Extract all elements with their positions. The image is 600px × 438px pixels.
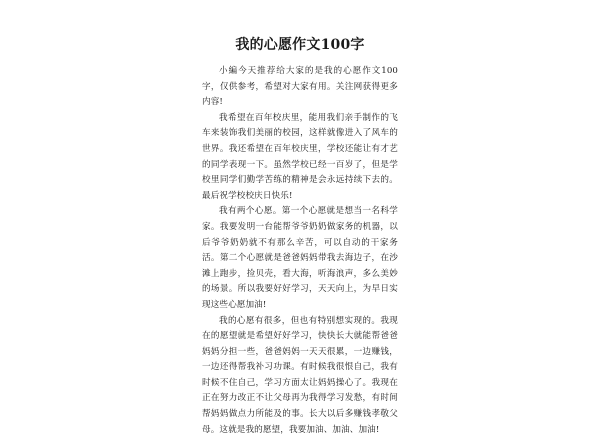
document-title: 我的心愿作文100字 — [202, 34, 398, 54]
paragraph-intro: 小編今天推荐给大家的是我的心愿作文100字，仅供参考，希望对大家有用。关注网获得更多内容! — [202, 64, 398, 111]
document-page — [202, 34, 398, 438]
paragraph-school-anniversary: 我希望在百年校庆里，能用我们亲手制作的飞车来装饰我们美丽的校园，这样就像进入了风车的世界。我还希望在百年校庆里，学校还能让有才艺的同学表现一下。虽然学校已经一百岁了，但是学校里同学们勤学苦练的精神是会永远持续下去的。最后祝学校校庆日快乐! — [202, 111, 398, 205]
paragraph-two-wishes: 我有两个心愿。第一个心愿就是想当一名科学家。我要发明一台能帮爷爷奶奶做家务的机器，以后爷爷奶奶就不有那么辛苦，可以自动的干家务活。第二个心愿就是爸爸妈妈带我去海边子，在沙滩上跑步，捡贝壳，看大海，听海浪声，多么美妙的场景。所以我要好好学习，天天向上，为早日实现这些心愿加油! — [202, 204, 398, 313]
paragraph-study-wish: 我的心愿有很多，但也有特别想实现的。我现在的愿望就是希望好好学习，快快长大就能帮爸爸妈妈分担一些，爸爸妈妈一天天很累，一边赚钱，一边还得帮我补习功课。有时候我很恨自己，我有时候不住自己，学习方面太让妈妈操心了。我现在正在努力改正不让父母再为我得学习发愁，有时间帮妈妈做点力所能及的事。长大以后多赚钱孝敬父母。这就是我的愿望，我要加油、加油、加油! — [202, 314, 398, 438]
